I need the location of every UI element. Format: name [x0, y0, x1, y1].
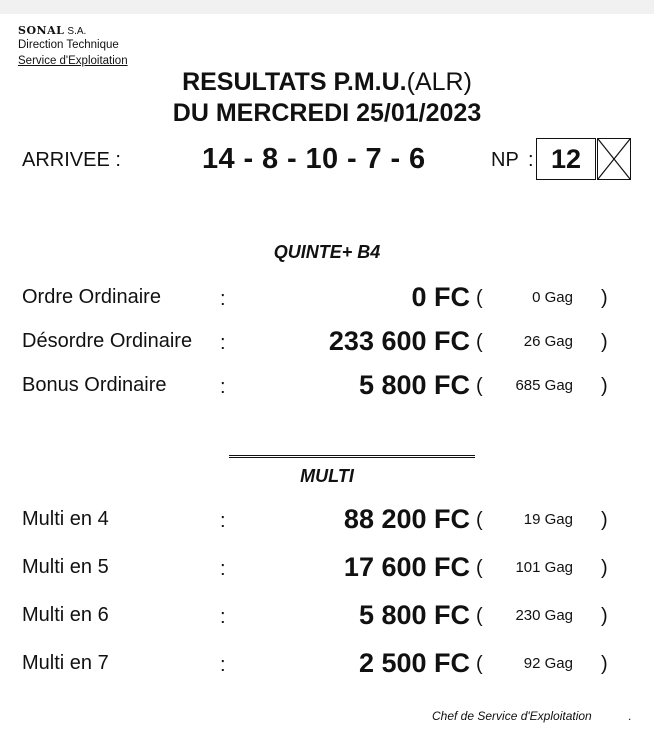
quinte-row-close-paren: )	[601, 287, 608, 309]
service-name: Service d'Exploitation	[18, 55, 128, 67]
multi-title: MULTI	[300, 466, 354, 486]
multi-row-close-paren: )	[601, 557, 608, 579]
arrivee-label: ARRIVEE :	[22, 149, 121, 171]
title-main: RESULTATS P.M.U.	[182, 68, 407, 96]
crossed-box-icon	[597, 138, 631, 180]
quinte-row-colon: :	[220, 376, 226, 398]
quinte-row-amount: 0 FC	[411, 282, 470, 312]
multi-row-label: Multi en 7	[22, 652, 109, 674]
multi-row-open-paren: (	[476, 605, 483, 627]
arrivee-numbers: 14 - 8 - 10 - 7 - 6	[202, 143, 426, 175]
multi-row-colon: :	[220, 606, 226, 628]
quinte-row-gag: 0 Gag	[532, 289, 573, 306]
org-name	[18, 24, 86, 38]
multi-row-gag: 19 Gag	[523, 511, 573, 528]
multi-row-close-paren: )	[601, 605, 608, 627]
brand-name: SONAL	[18, 24, 65, 37]
brand-suffix: S.A.	[67, 26, 87, 37]
multi-row-colon: :	[220, 654, 226, 676]
quinte-row-label: Bonus Ordinaire	[22, 374, 167, 396]
quinte-row-colon: :	[220, 288, 226, 310]
quinte-row-open-paren: (	[476, 331, 483, 353]
quinte-row-open-paren: (	[476, 287, 483, 309]
quinte-row-close-paren: )	[601, 331, 608, 353]
multi-row-close-paren: )	[601, 509, 608, 531]
title-suffix: (ALR)	[406, 68, 472, 96]
np-colon: :	[528, 149, 534, 171]
department: Direction Technique	[18, 39, 119, 51]
np-value: 12	[536, 138, 596, 180]
multi-row-colon: :	[220, 558, 226, 580]
signature-dot: .	[628, 709, 632, 723]
multi-row-amount: 2 500 FC	[358, 648, 470, 678]
quinte-row-label: Désordre Ordinaire	[22, 330, 193, 352]
quinte-title: QUINTE+ B4	[273, 242, 381, 262]
multi-row-gag: 230 Gag	[515, 607, 573, 624]
quinte-row-label: Ordre Ordinaire	[22, 286, 161, 308]
section-divider	[229, 455, 475, 458]
signature-line: Chef de Service d'Exploitation	[432, 709, 592, 723]
multi-row-open-paren: (	[476, 509, 483, 531]
quinte-row-amount: 5 800 FC	[358, 370, 470, 400]
multi-row-label: Multi en 4	[22, 508, 109, 530]
multi-row-gag: 101 Gag	[515, 559, 573, 576]
quinte-row-gag: 26 Gag	[523, 333, 573, 350]
multi-row-gag: 92 Gag	[523, 655, 573, 672]
multi-row-amount: 17 600 FC	[343, 552, 470, 582]
multi-row-close-paren: )	[601, 653, 608, 675]
np-label: NP	[491, 149, 519, 171]
quinte-row-amount: 233 600 FC	[328, 326, 470, 356]
multi-row-label: Multi en 6	[22, 604, 109, 626]
multi-row-amount: 88 200 FC	[343, 504, 470, 534]
multi-row-open-paren: (	[476, 653, 483, 675]
quinte-row-colon: :	[220, 332, 226, 354]
page-title	[0, 67, 654, 97]
multi-row-label: Multi en 5	[22, 556, 109, 578]
quinte-row-gag: 685 Gag	[515, 377, 573, 394]
quinte-row-open-paren: (	[476, 375, 483, 397]
quinte-row-close-paren: )	[601, 375, 608, 397]
multi-row-amount: 5 800 FC	[358, 600, 470, 630]
multi-row-colon: :	[220, 510, 226, 532]
multi-row-open-paren: (	[476, 557, 483, 579]
title-date: DU MERCREDI 25/01/2023	[172, 99, 482, 127]
top-band	[0, 0, 654, 14]
